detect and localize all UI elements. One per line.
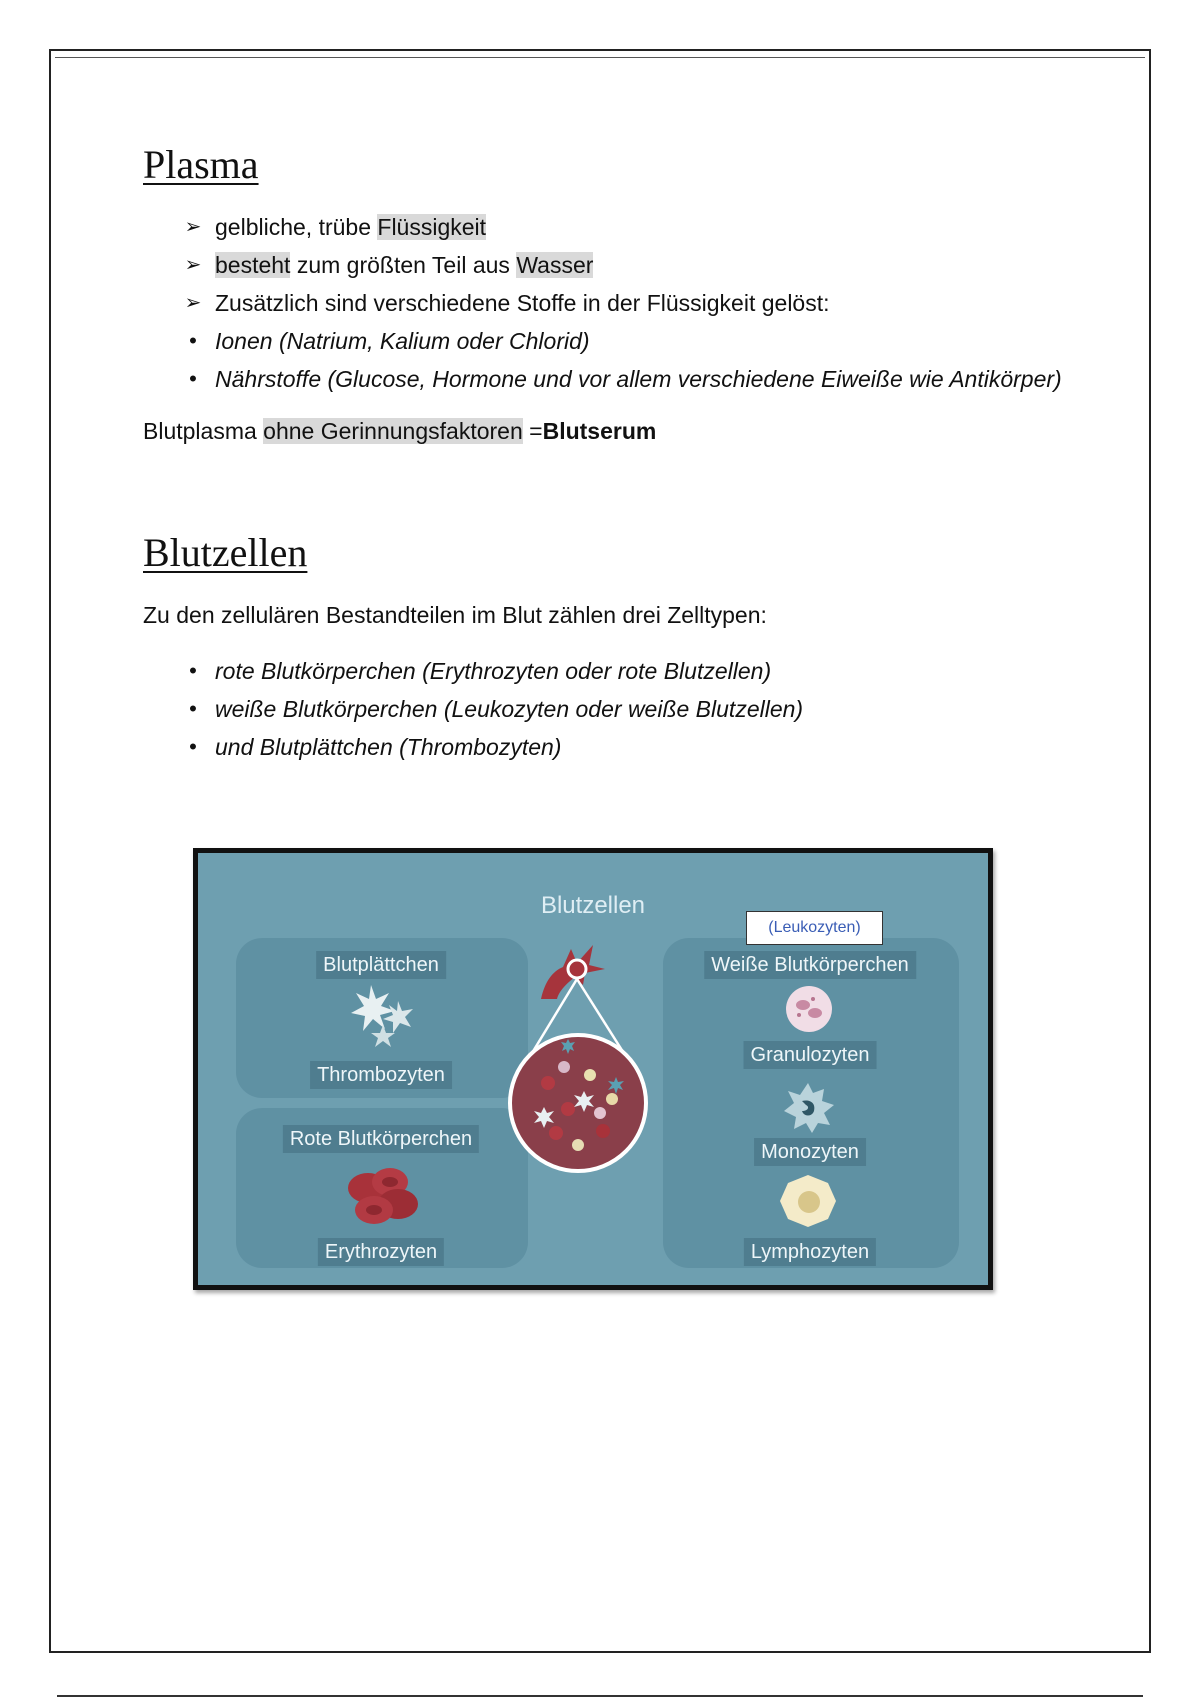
bullet-dot-icon: • — [189, 366, 197, 391]
page-border-inner-rule — [55, 57, 1145, 58]
label-erythrozyten: Erythrozyten — [318, 1238, 444, 1266]
lymphocyte-icon — [778, 1173, 838, 1229]
highlighted-text: Wasser — [516, 252, 594, 278]
list-item: ➢ besteht zum größten Teil aus Wasser — [143, 246, 1063, 284]
list-item: • Ionen (Natrium, Kalium oder Chlorid) — [143, 322, 1063, 360]
label-weisse-blutkoerperchen: Weiße Blutkörperchen — [704, 951, 916, 979]
highlighted-text: ohne Gerinnungsfaktoren — [263, 418, 523, 444]
heading-blutzellen: Blutzellen — [143, 530, 308, 575]
bullet-dot-icon: • — [189, 658, 197, 683]
label-monozyten: Monozyten — [754, 1138, 866, 1166]
list-item: ➢ gelbliche, trübe Flüssigkeit — [143, 208, 1063, 246]
highlighted-text: besteht — [215, 252, 291, 278]
list-item: ➢ Zusätzlich sind verschiedene Stoffe in der Flüssigkeit gelöst: — [143, 284, 1063, 322]
label-blutplaettchen: Blutplättchen — [316, 951, 446, 979]
plasma-sublist — [143, 322, 1063, 398]
leukozyten-annotation: (Leukozyten) — [746, 911, 883, 945]
label-rote-blutkoerperchen: Rote Blutkörperchen — [283, 1125, 479, 1153]
highlighted-text: Flüssigkeit — [377, 214, 487, 240]
figure-title: Blutzellen — [540, 892, 646, 919]
monocyte-icon — [780, 1081, 836, 1135]
blutzellen-list — [143, 652, 1063, 766]
blutzellen-intro: Zu den zellulären Bestandteilen im Blut zählen drei Zelltypen: — [143, 602, 767, 628]
bullet-dot-icon: • — [189, 734, 197, 759]
heading-plasma: Plasma — [143, 142, 259, 187]
list-item: • und Blutplättchen (Thrombozyten) — [143, 728, 1063, 766]
list-item: • rote Blutkörperchen (Erythrozyten oder rote Blutzellen) — [143, 652, 1063, 690]
serum-definition: Blutplasma ohne Gerinnungsfaktoren =Blutserum — [143, 418, 657, 444]
arrow-bullet-icon: ➢ — [184, 254, 202, 276]
magnified-blood-sample-icon — [508, 963, 648, 1178]
plasma-list — [143, 208, 1063, 322]
blood-cells-figure — [193, 848, 993, 1290]
label-thrombozyten: Thrombozyten — [310, 1061, 452, 1089]
label-granulozyten: Granulozyten — [744, 1041, 877, 1069]
document-body — [143, 140, 1063, 766]
platelets-icon — [343, 981, 423, 1051]
arrow-bullet-icon: ➢ — [184, 292, 202, 314]
list-item: • weiße Blutkörperchen (Leukozyten oder weiße Blutzellen) — [143, 690, 1063, 728]
list-item: • Nährstoffe (Glucose, Hormone und vor allem verschiedene Eiweiße wie Antikörper) — [143, 360, 1063, 398]
bullet-dot-icon: • — [189, 328, 197, 353]
granulocyte-icon — [783, 983, 835, 1035]
erythrocytes-icon — [338, 1158, 428, 1233]
arrow-bullet-icon: ➢ — [184, 216, 202, 238]
footer-rule — [57, 1695, 1143, 1697]
label-lymphozyten: Lymphozyten — [744, 1238, 876, 1266]
bullet-dot-icon: • — [189, 696, 197, 721]
bold-term: Blutserum — [542, 418, 657, 444]
